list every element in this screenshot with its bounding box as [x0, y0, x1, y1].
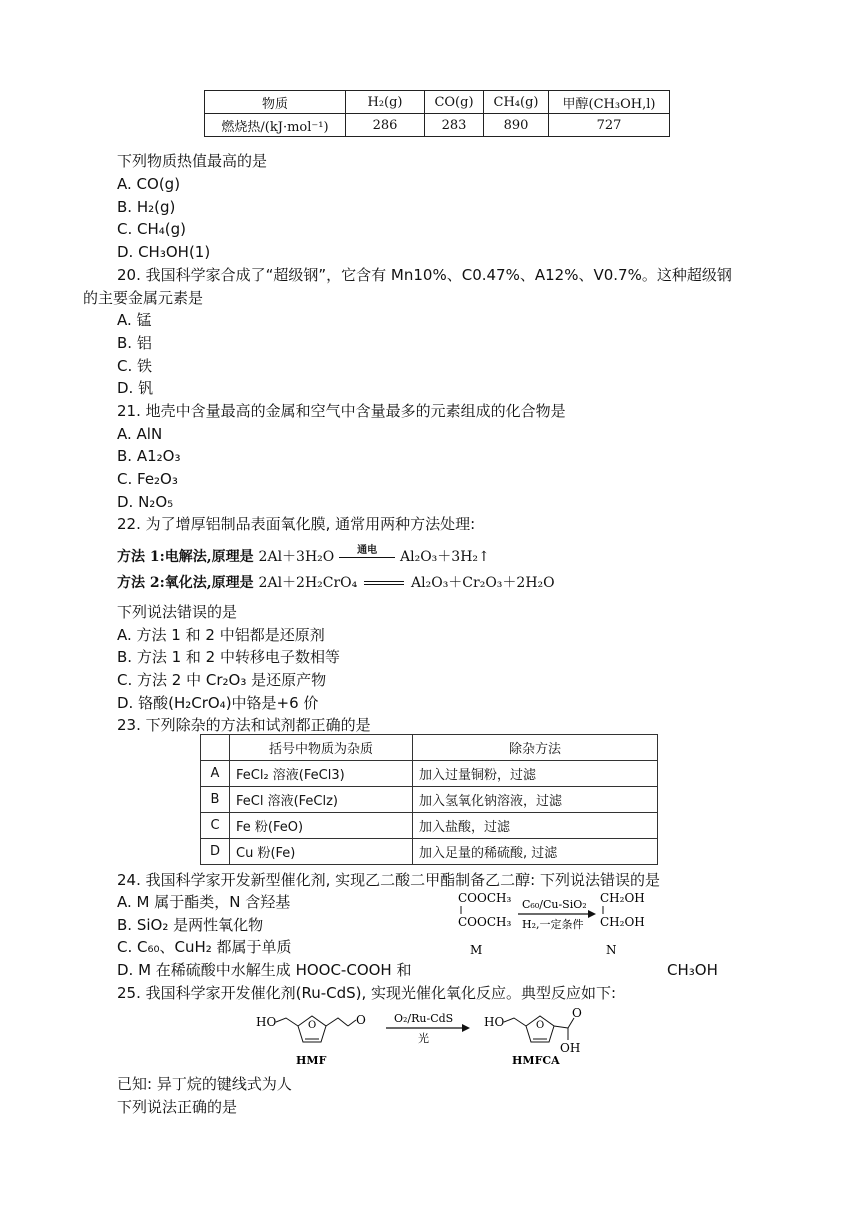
label-m: M — [470, 943, 483, 957]
question-stem: 23. 下列除杂的方法和试剂都正确的是 — [117, 716, 371, 734]
arrow-condition: 通电 — [357, 545, 378, 556]
question-prompt: 下列说法正确的是 — [117, 1098, 238, 1116]
question-stem: 25. 我国科学家开发催化剂(Ru-CdS), 实现光催化氧化反应。典型反应如下: — [117, 984, 617, 1002]
chain-bond — [276, 1018, 298, 1026]
option-d-tail: CH₃OH — [667, 961, 718, 979]
option-b[interactable]: B. H₂(g) — [117, 198, 176, 216]
question-stem: 22. 为了增厚铝制品表面氧化膜, 通常用两种方法处理: — [117, 515, 476, 533]
table-cell: Fe 粉(FeO) — [230, 813, 413, 839]
method-2-equation — [117, 572, 555, 592]
carboxyl-oh-label: OH — [560, 1041, 581, 1055]
option-b[interactable]: B. A1₂O₃ — [117, 447, 181, 465]
arrow-condition-bottom: H₂,一定条件 — [522, 918, 584, 931]
table-header-cell: 甲醇(CH₃OH,l) — [549, 91, 670, 114]
table-row[interactable] — [201, 787, 658, 813]
hmf-oxidation-scheme — [250, 1006, 650, 1072]
table-row[interactable] — [201, 839, 658, 865]
option-d[interactable]: D. 钒 — [117, 379, 154, 397]
table-header-cell: H₂(g) — [346, 91, 425, 114]
option-a[interactable]: A. 锰 — [117, 311, 152, 329]
option-c[interactable]: C. CH₄(g) — [117, 220, 187, 238]
arrow-head-icon — [588, 910, 596, 918]
row-label: A — [201, 761, 230, 787]
carboxyl-bond — [554, 1026, 568, 1028]
table-header-cell: CO(g) — [425, 91, 484, 114]
ring-oxygen-label: O — [536, 1020, 545, 1031]
table-header-cell: 物质 — [205, 91, 346, 114]
table-cell: FeCl₂ 溶液(FeCl3) — [230, 761, 413, 787]
arrow-head-icon — [462, 1024, 470, 1032]
table-cell: 加入足量的稀硫酸, 过滤 — [413, 839, 658, 865]
option-a[interactable]: A. CO(g) — [117, 175, 181, 193]
aldehyde-bond — [326, 1018, 348, 1026]
option-b[interactable]: B. 方法 1 和 2 中转移电子数相等 — [117, 648, 340, 666]
table-row[interactable] — [201, 761, 658, 787]
reactant-top-group: COOCH₃ — [458, 891, 512, 905]
question-stem: 21. 地壳中含量最高的金属和空气中含量最多的元素组成的化合物是 — [117, 402, 566, 420]
impurity-removal-table — [200, 734, 658, 865]
method-2-right: Al₂O₃＋Cr₂O₃＋2H₂O — [411, 575, 555, 591]
option-a[interactable]: A. 方法 1 和 2 中铝都是还原剂 — [117, 626, 325, 644]
equals-sign-icon — [364, 581, 404, 585]
option-c[interactable]: C. C₆₀、CuH₂ 都属于单质 — [117, 938, 292, 956]
chain-bond — [504, 1018, 526, 1026]
option-d[interactable]: D. N₂O₅ — [117, 493, 174, 511]
table-cell: 加入过量铜粉，过滤 — [413, 761, 658, 787]
method-1-prefix: 方法 1:电解法,原理是 — [117, 549, 254, 565]
table-cell: 890 — [484, 114, 549, 137]
product-top-group: CH₂OH — [600, 891, 645, 905]
hydroxyl-label: HO — [256, 1015, 277, 1029]
product-bottom-group: CH₂OH — [600, 915, 645, 929]
table-cell: 加入氢氧化钠溶液，过滤 — [413, 787, 658, 813]
method-2-left: 2Al＋2H₂CrO₄ — [258, 575, 358, 591]
ester-reduction-scheme — [448, 888, 688, 960]
table-header-cell: 除杂方法 — [413, 735, 658, 761]
table-row[interactable] — [201, 813, 658, 839]
option-c[interactable]: C. 方法 2 中 Cr₂O₃ 是还原产物 — [117, 671, 327, 689]
method-1-equation — [117, 546, 490, 566]
table-header-cell: 括号中物质为杂质 — [230, 735, 413, 761]
label-n: N — [606, 943, 617, 957]
question-stem: 20. 我国科学家合成了“超级钢”，它含有 Mn10%、C0.47%、A12%、V0.7%。这种超级钢 — [117, 266, 732, 284]
arrow-condition-top: O₂/Ru-CdS — [394, 1012, 454, 1025]
row-label: D — [201, 839, 230, 865]
option-d[interactable]: D. M 在稀硫酸中水解生成 HOOC-COOH 和 — [117, 961, 412, 979]
option-c[interactable]: C. Fe₂O₃ — [117, 470, 178, 488]
option-c[interactable]: C. 铁 — [117, 357, 153, 375]
aldehyde-oxygen-label: O — [356, 1013, 366, 1027]
table-header-cell — [201, 735, 230, 761]
question-stem: 24. 我国科学家开发新型催化剂, 实现乙二酸二甲酯制备乙二醇: 下列说法错误的是 — [117, 871, 660, 889]
method-2-prefix: 方法 2:氧化法,原理是 — [117, 575, 254, 591]
question-prompt: 下列说法错误的是 — [117, 603, 238, 621]
arrow-condition-bottom: 光 — [418, 1032, 429, 1045]
known-condition: 已知: 异丁烷的键线式为人 — [117, 1075, 292, 1093]
arrow-condition-top: C₆₀/Cu-SiO₂ — [522, 898, 587, 911]
label-hmfca: HMFCA — [512, 1054, 560, 1067]
combustion-heat-table — [204, 90, 670, 137]
option-b[interactable]: B. SiO₂ 是两性氧化物 — [117, 916, 264, 934]
method-1-right: Al₂O₃＋3H₂↑ — [400, 549, 490, 565]
carbonyl-bond — [348, 1020, 356, 1026]
option-a[interactable]: A. M 属于酯类，N 含羟基 — [117, 893, 291, 911]
table-cell: 286 — [346, 114, 425, 137]
option-d[interactable]: D. CH₃OH(1) — [117, 243, 211, 261]
table-cell: Cu 粉(Fe) — [230, 839, 413, 865]
label-hmf: HMF — [296, 1054, 327, 1067]
table-header-cell: CH₄(g) — [484, 91, 549, 114]
table-cell: 727 — [549, 114, 670, 137]
question-stem: 下列物质热值最高的是 — [117, 152, 268, 170]
ring-oxygen-label: O — [308, 1020, 317, 1031]
table-cell: 加入盐酸，过滤 — [413, 813, 658, 839]
reactant-bottom-group: COOCH₃ — [458, 915, 512, 929]
option-b[interactable]: B. 铝 — [117, 334, 152, 352]
method-1-left: 2Al＋3H₂O — [258, 549, 335, 565]
option-a[interactable]: A. AlN — [117, 425, 163, 443]
option-d[interactable]: D. 铬酸(H₂CrO₄)中铬是+6 价 — [117, 694, 319, 712]
table-cell: 283 — [425, 114, 484, 137]
question-stem-cont: 的主要金属元素是 — [83, 289, 204, 307]
table-row-label: 燃烧热/(kJ·mol⁻¹) — [205, 114, 346, 137]
table-cell: FeCl 溶液(FeClz) — [230, 787, 413, 813]
hydroxyl-label: HO — [484, 1015, 505, 1029]
carboxyl-oxygen-label: O — [572, 1006, 582, 1020]
electrolysis-arrow — [339, 545, 395, 564]
row-label: C — [201, 813, 230, 839]
row-label: B — [201, 787, 230, 813]
